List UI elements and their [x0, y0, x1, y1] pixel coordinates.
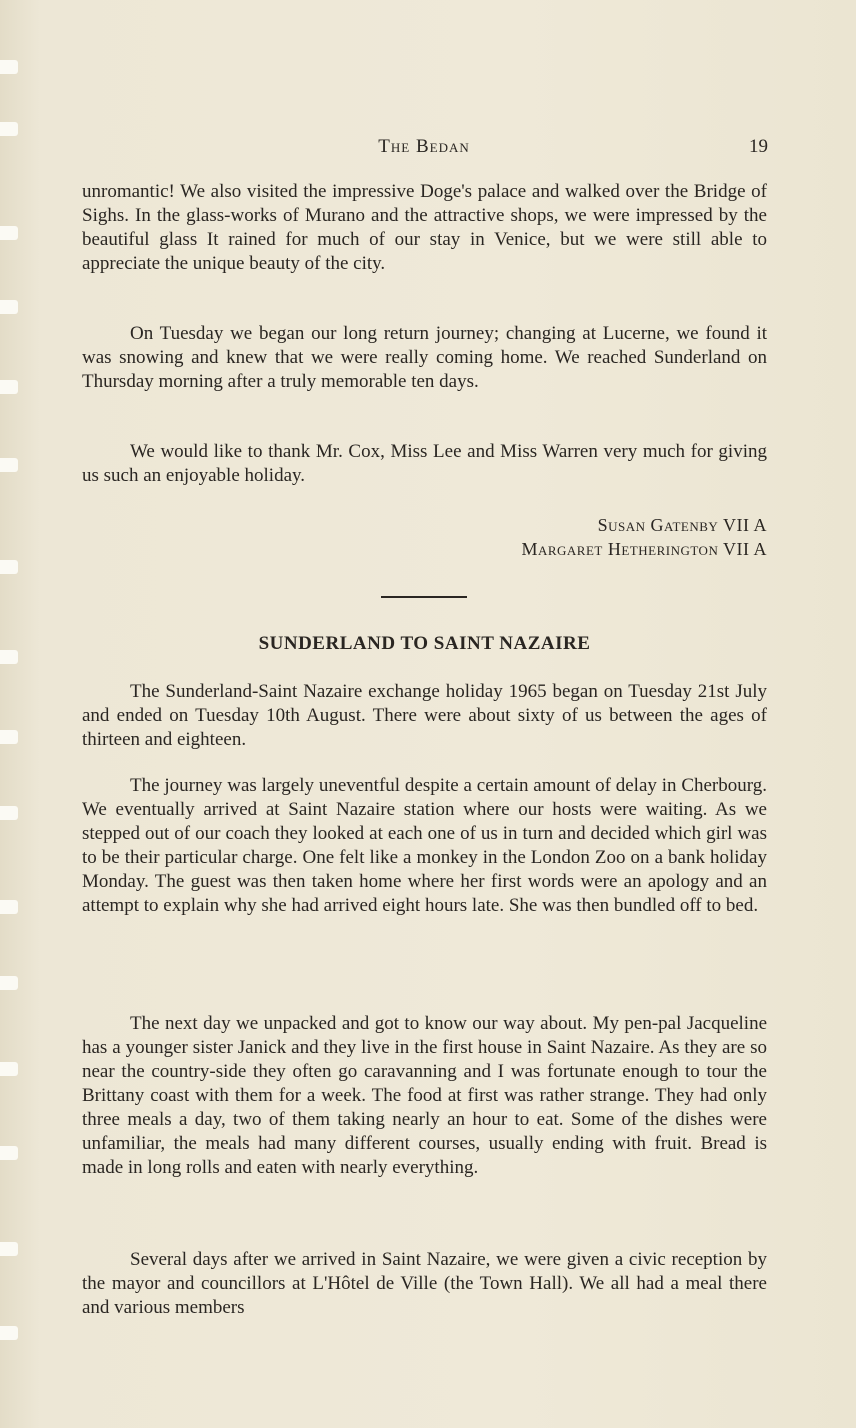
return-journey-paragraph: On Tuesday we began our long return journey; changing at Lucerne, we found it was snowing and knew that we were really coming home. We reached Sunderland on Thursday morning after a truly memorable ten days.	[82, 323, 767, 392]
article-paragraph-block	[82, 774, 767, 918]
return-journey-block	[82, 322, 767, 394]
article-paragraph-block	[82, 1012, 767, 1180]
article-paragraph: The journey was largely uneventful despite a certain amount of delay in Cherbourg. We eventually arrived at Saint Nazaire station where our hosts were waiting. As we stepped out of our coach they looked at each one of us in turn and decided which girl was to be their particular charge. One felt like a monkey in the London Zoo on a bank holiday Monday. The guest was then taken home where her first words were an apology and an attempt to explain why she had arrived eight hours late. She was then bundled off to bed.	[82, 775, 767, 916]
article-paragraph: The Sunderland-Saint Nazaire exchange holiday 1965 began on Tuesday 21st July and ended on Tuesday 10th August. There were about sixty of us between the ages of thirteen and eighteen.	[82, 681, 767, 750]
binding-tab	[0, 1146, 18, 1160]
binding-tab	[0, 730, 18, 744]
binding-tab	[0, 380, 18, 394]
binding-tab	[0, 650, 18, 664]
page-number: 19	[749, 136, 768, 157]
binding-tab	[0, 1062, 18, 1076]
binding-tab	[0, 226, 18, 240]
article-paragraph: Several days after we arrived in Saint Nazaire, we were given a civic reception by the mayor and councillors at L'Hôtel de Ville (the Town Hall). We all had a meal there and various members	[82, 1249, 767, 1318]
binding-tab	[0, 1326, 18, 1340]
continued-paragraph: unromantic! We also visited the impressive Doge's palace and walked over the Bridge of Sighs. In the glass-works of Murano and the attractive shops, we were impressed by the beautiful glass It rained for much of our stay in Venice, but we were still able to appreciate the unique beauty of the city.	[82, 181, 767, 274]
article-paragraph-block	[82, 680, 767, 752]
binding-tab	[0, 806, 18, 820]
binding-tab	[0, 458, 18, 472]
continued-paragraph-block	[82, 180, 767, 276]
thanks-block	[82, 440, 767, 488]
binding-tab	[0, 560, 18, 574]
binding-tab	[0, 300, 18, 314]
section-divider	[381, 596, 467, 598]
article-paragraph: The next day we unpacked and got to know our way about. My pen-pal Jacqueline has a younger sister Janick and they live in the first house in Saint Nazaire. As they are so near the country-side they often go caravanning and I was fortunate enough to tour the Brittany coast with them for a week. The food at first was rather strange. They had only three meals a day, two of them taking nearly an hour to eat. Some of the dishes were unfamiliar, the meals had many different courses, usually ending with fruit. Bread is made in long rolls and eaten with nearly everything.	[82, 1013, 767, 1178]
binding-tab	[0, 60, 18, 74]
binding-tab	[0, 900, 18, 914]
running-head	[80, 136, 768, 162]
article-title: SUNDERLAND TO SAINT NAZAIRE	[258, 633, 591, 654]
thanks-paragraph: We would like to thank Mr. Cox, Miss Lee and Miss Warren very much for giving us such an enjoyable holiday.	[82, 441, 767, 486]
signature-margaret: Margaret Hetherington VII A	[521, 539, 767, 559]
running-title: The Bedan	[378, 136, 470, 157]
binding-tab	[0, 976, 18, 990]
binding-tab	[0, 1242, 18, 1256]
binding-tab	[0, 122, 18, 136]
signature-susan: Susan Gatenby VII A	[597, 515, 767, 535]
article-paragraph-block	[82, 1248, 767, 1320]
